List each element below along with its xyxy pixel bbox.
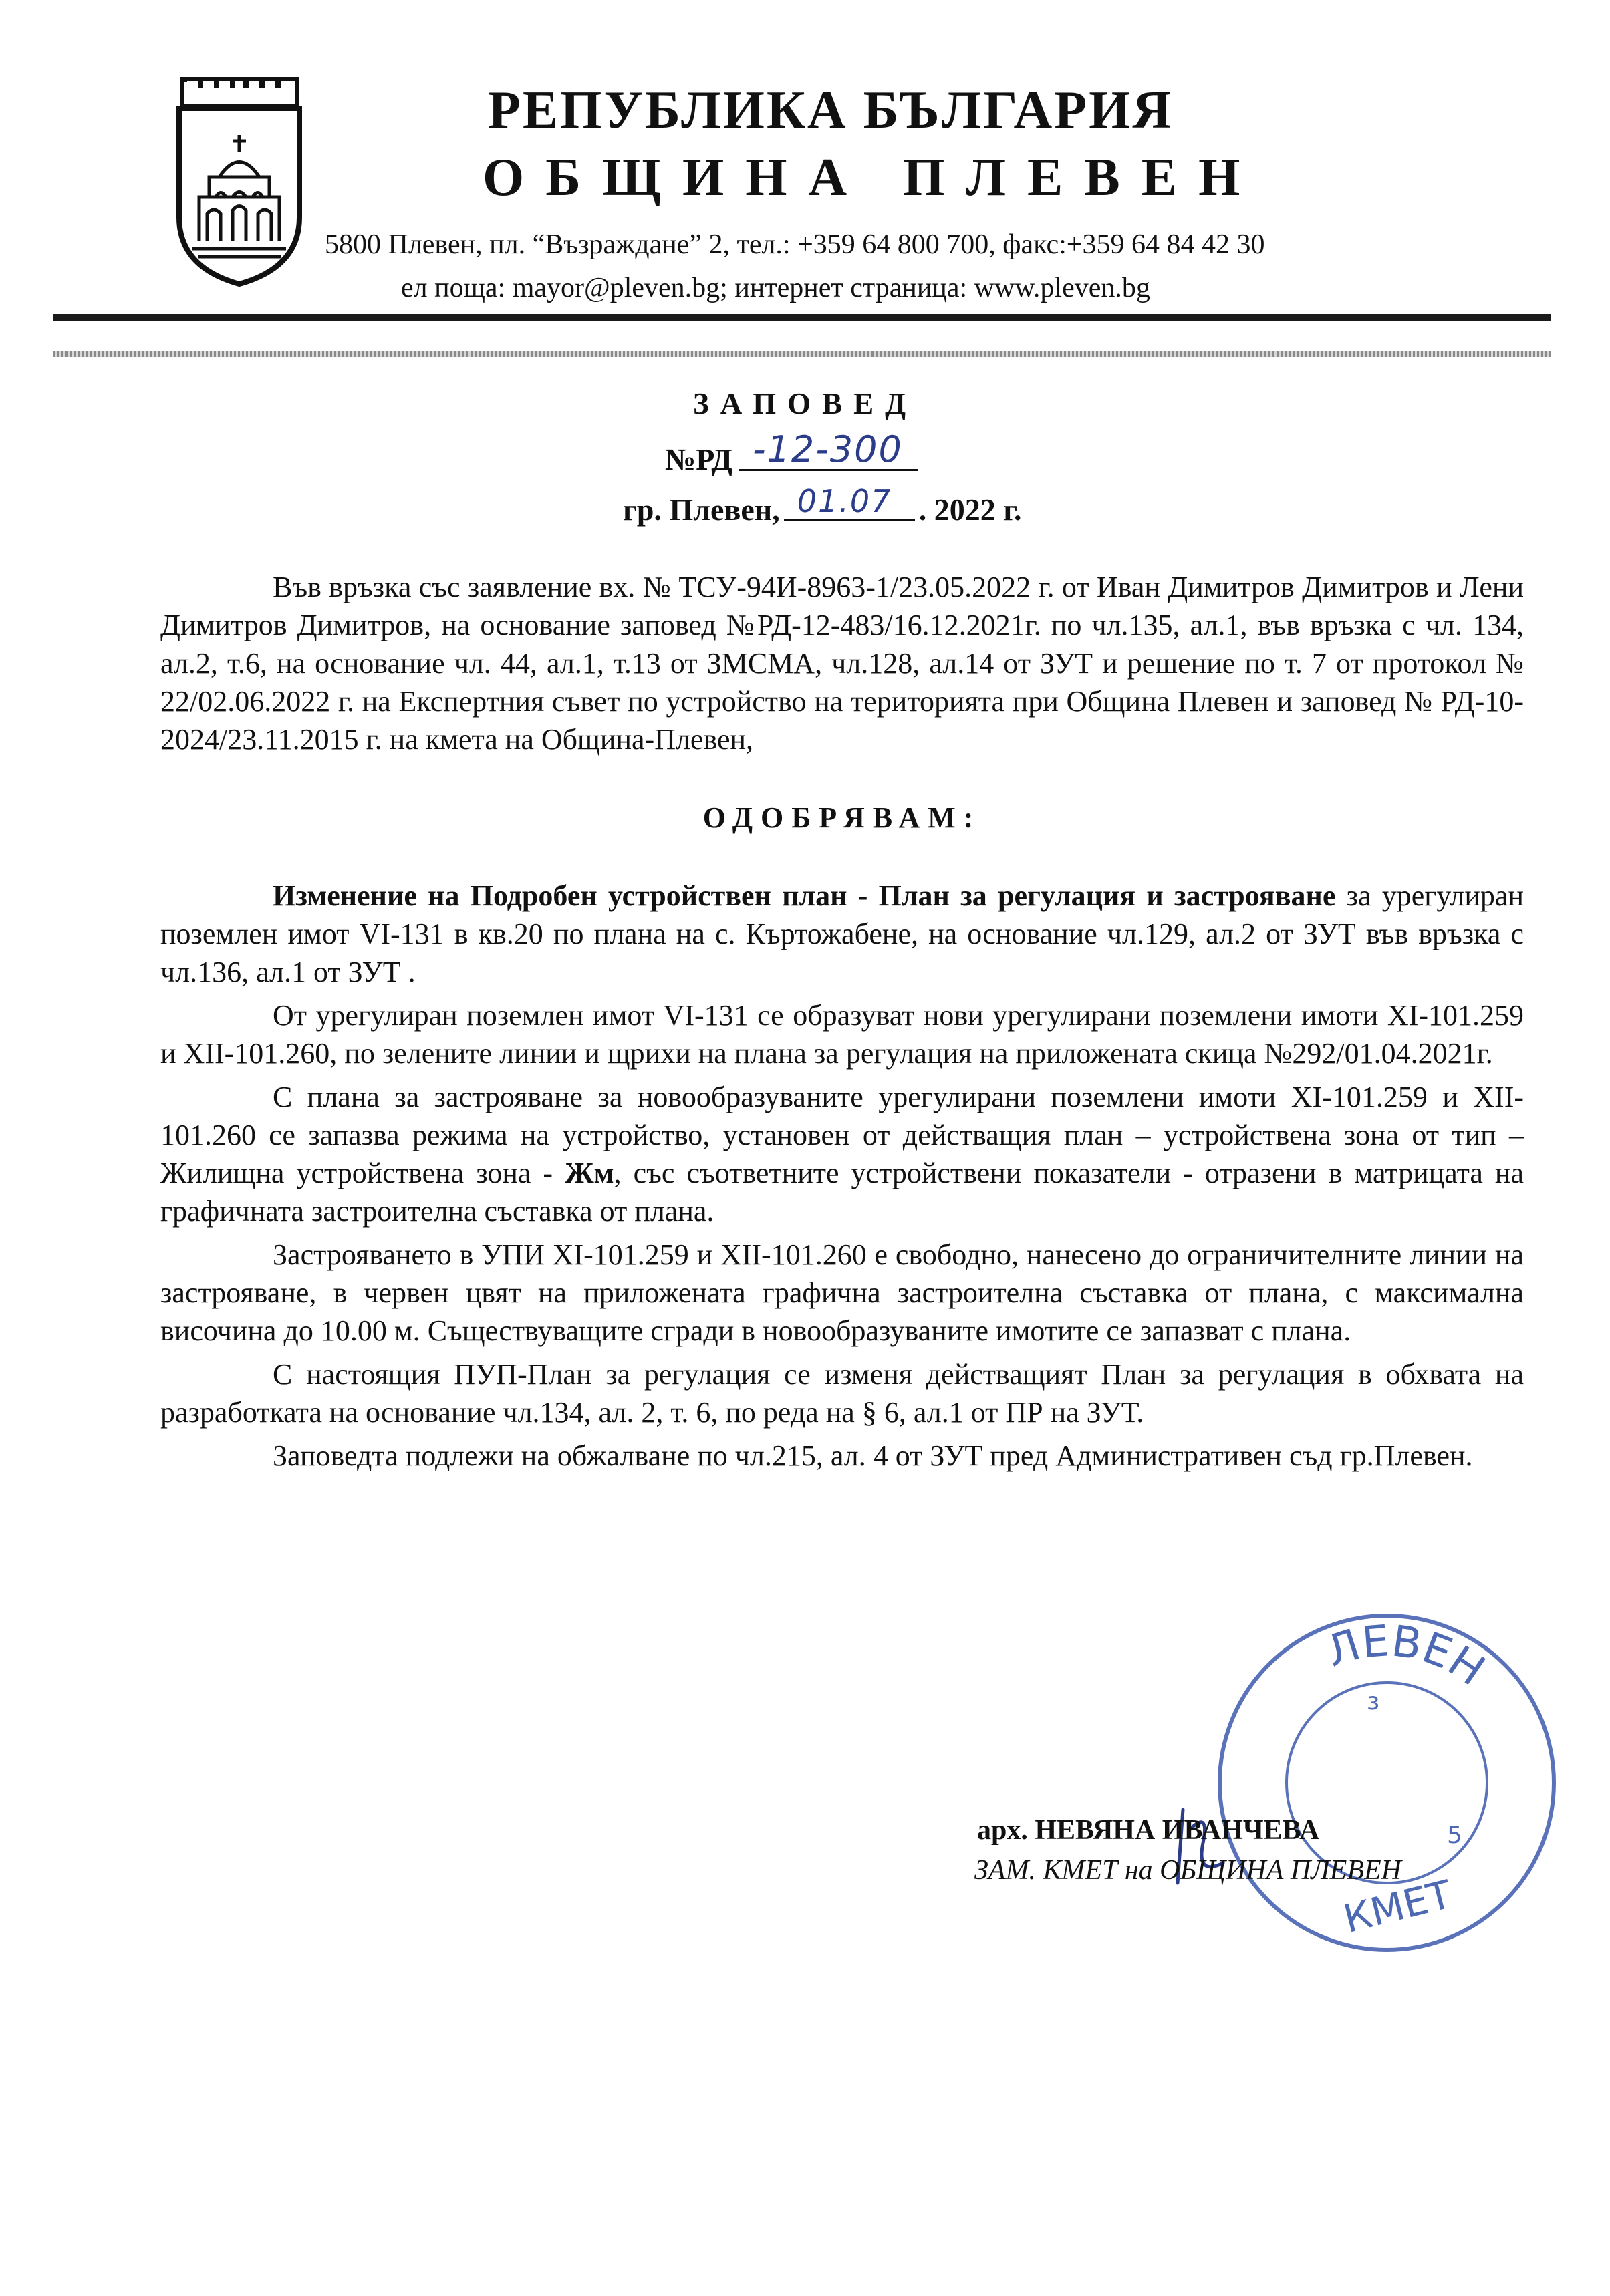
paragraph-4: Застрояването в УПИ XI-101.259 и XII-101.260 е свободно, нанесено до ограничителните линии на застрояване, в червен цвят на приложената графична застроителна съставка от плана, с максимална височина до 10.00 м. Съществуващите сгради в новообразуваните имотите се запазват с плана. xyxy=(160,1238,1524,1347)
order-place-date xyxy=(623,483,1022,527)
handwritten-date: 01.07 xyxy=(797,483,892,519)
address-line: 5800 Плевен, пл. “Възраждане” 2, тел.: +359 64 800 700, факс:+359 64 84 42 30 xyxy=(325,229,1265,260)
official-stamp xyxy=(1213,1609,1561,1957)
order-title: ЗАПОВЕД xyxy=(692,387,918,420)
intro-paragraph: Във връзка със заявление вх. № ТСУ-94И-8963-1/23.05.2022 г. от Иван Димитров Димитров и Лени Димитров Димитров, на основание заповед №РД-12-483/16.12.2021г. по чл.135, ал.1, във връзка с чл. 134, ал.2, т.6, на основание чл. 44, ал.1, т.13 от ЗМСМА, чл.128, ал.14 от ЗУТ и решение по т. 7 от протокол № 22/02.06.2022 г. на Експертния съвет по устройство на територията при Община Плевен и заповед № РД-10-2024/23.11.2015 г. на кмета на Община-Плевен, xyxy=(160,571,1524,756)
paragraph-5: С настоящия ПУП-План за регулация се изменя действащият План за регулация в обхвата на разработката на основание чл.134, ал. 2, т. 6, по реда на § 6, ал.1 от ПР на ЗУТ. xyxy=(160,1358,1524,1429)
paragraph-1-text: за урегулиран поземлен имот VI-131 в кв.20 по плана на с. Къртожабене, на основание чл.129, ал.2 от ЗУТ във връзка с чл.136, ал.1 от ЗУТ . xyxy=(160,879,1524,988)
paragraph-3 xyxy=(160,1078,1524,1230)
order-year: . 2022 г. xyxy=(918,492,1022,527)
municipality-title: ОБЩИНА ПЛЕВЕН xyxy=(483,148,1262,207)
header-rule-dotted xyxy=(53,351,1551,357)
paragraph-2: От урегулиран поземлен имот VI-131 се образуват нови урегулирани поземлени имоти XI-101.259 и XII-101.260, по зелените линии и щрихи на плана за регулация на приложената скица №292/01.04.2021г. xyxy=(160,999,1524,1070)
contact-line: ел поща: mayor@pleven.bg; интернет страница: www.pleven.bg xyxy=(401,273,1150,303)
header-rule xyxy=(53,314,1551,321)
order-number xyxy=(665,428,918,476)
approve-heading: ОДОБРЯВАМ: xyxy=(702,801,982,834)
stamp-bottom-text: КМЕТ xyxy=(1339,1871,1456,1943)
order-date-slot xyxy=(784,483,915,521)
paragraph-3-zone: Жм xyxy=(565,1157,614,1189)
paragraph-3-text-b: , със съответните устройствени показатели - отразени в матрицата на графичната застроителна съставка от плана. xyxy=(160,1157,1524,1228)
stamp-number: 5 xyxy=(1447,1822,1462,1849)
paragraph-1-bold: Изменение на Подробен устройствен план - План за регулация и застрояване xyxy=(273,879,1336,912)
order-place: гр. Плевен, xyxy=(623,492,780,527)
signatory-name: арх. НЕВЯНА ИВАНЧЕВА xyxy=(977,1815,1320,1846)
paragraph-6: Заповедта подлежи на обжалване по чл.215, ал. 4 от ЗУТ пред Административен съд гр.Плевен. xyxy=(273,1439,1473,1472)
signatory-role: ЗАМ. КМЕТ на ОБЩИНА ПЛЕВЕН xyxy=(974,1855,1401,1886)
order-body xyxy=(160,568,1524,1475)
stamp-ring-text: ЛЕВЕН xyxy=(1320,1616,1494,1696)
order-number-slot xyxy=(739,428,918,471)
svg-text:з: з xyxy=(1367,1688,1380,1715)
paragraph-3-text-a: С плана за застрояване за новообразуваните урегулирани поземлени имоти XI-101.259 и XII-101.260 се запазва режима на устройство, установен от действащия план – устройствена зона от тип – Жилищна устройствена зона - xyxy=(160,1081,1524,1189)
order-number-prefix: №РД xyxy=(665,442,733,476)
pleven-coat-of-arms xyxy=(166,74,313,287)
handwritten-order-number: -12-300 xyxy=(753,428,903,470)
republic-title: РЕПУБЛИКА БЪЛГАРИЯ xyxy=(488,81,1174,140)
paragraph-1 xyxy=(160,877,1524,991)
